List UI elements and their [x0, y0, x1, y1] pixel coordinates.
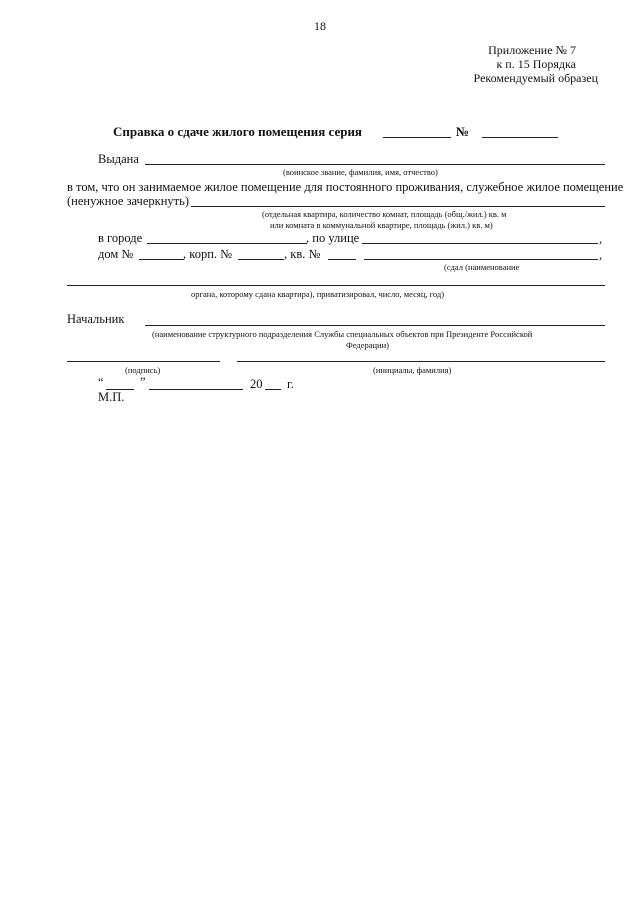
- appendix-line-3: Рекомендуемый образец: [473, 71, 598, 85]
- handed-caption: (сдал (наименование: [444, 262, 520, 272]
- street-field-line[interactable]: [362, 243, 598, 244]
- appendix-line-2: к п. 15 Порядка: [496, 57, 576, 71]
- apartment-label: , кв. №: [284, 247, 321, 261]
- date-year-line[interactable]: [265, 389, 281, 390]
- apartment-field-line[interactable]: [328, 259, 356, 260]
- date-close-quote: ”: [140, 375, 146, 389]
- page-number: 18: [314, 19, 326, 33]
- handed-field-line[interactable]: [364, 259, 598, 260]
- date-month-line[interactable]: [149, 389, 243, 390]
- organ-caption: органа, которому сдана квартира), приватизировал, число, месяц, год): [191, 289, 445, 299]
- date-open-quote: “: [98, 375, 104, 389]
- city-field-line[interactable]: [147, 243, 307, 244]
- city-label: в городе: [98, 231, 143, 245]
- occupancy-text-line-2: (ненужное зачеркнуть): [67, 194, 189, 208]
- number-sign: №: [456, 124, 470, 139]
- document-title: Справка о сдаче жилого помещения серия: [113, 124, 362, 139]
- date-year-suffix: г.: [287, 377, 294, 391]
- issued-label: Выдана: [98, 152, 139, 166]
- street-label: , по улице: [306, 231, 360, 245]
- occupancy-field-line[interactable]: [191, 206, 605, 207]
- stamp-label: М.П.: [98, 390, 125, 404]
- signature-caption: (подпись): [125, 365, 161, 375]
- chief-label: Начальник: [67, 312, 125, 326]
- apartment-comma: ,: [599, 248, 603, 262]
- name-field-line[interactable]: [237, 361, 605, 362]
- chief-caption-1: (наименование структурного подразделения Службы специальных объектов при Президенте Российской: [152, 329, 533, 339]
- house-label: дом №: [98, 247, 134, 261]
- building-label: , корп. №: [183, 247, 233, 261]
- house-field-line[interactable]: [139, 259, 184, 260]
- chief-field-line[interactable]: [145, 325, 605, 326]
- date-year-prefix: 20: [250, 377, 263, 391]
- number-field-line[interactable]: [482, 137, 558, 138]
- chief-caption-2: Федерации): [346, 340, 389, 350]
- street-comma: ,: [599, 232, 603, 246]
- building-field-line[interactable]: [238, 259, 284, 260]
- occupancy-caption-1: (отдельная квартира, количество комнат, площадь (общ./жил.) кв. м: [262, 209, 507, 219]
- issued-caption: (воинское звание, фамилия, имя, отчество): [283, 167, 438, 177]
- appendix-line-1: Приложение № 7: [488, 43, 576, 57]
- organ-field-line[interactable]: [67, 285, 605, 286]
- series-field-line[interactable]: [383, 137, 451, 138]
- occupancy-caption-2: или комната в коммунальной квартире, площадь (жил.) кв. м): [270, 220, 493, 230]
- signature-field-line[interactable]: [67, 361, 220, 362]
- issued-to-field-line[interactable]: [145, 164, 605, 165]
- name-caption: (инициалы, фамилия): [373, 365, 452, 375]
- occupancy-text-line-1: в том, что он занимаемое жилое помещение для постоянного проживания, служебное жилое помещение: [67, 180, 624, 194]
